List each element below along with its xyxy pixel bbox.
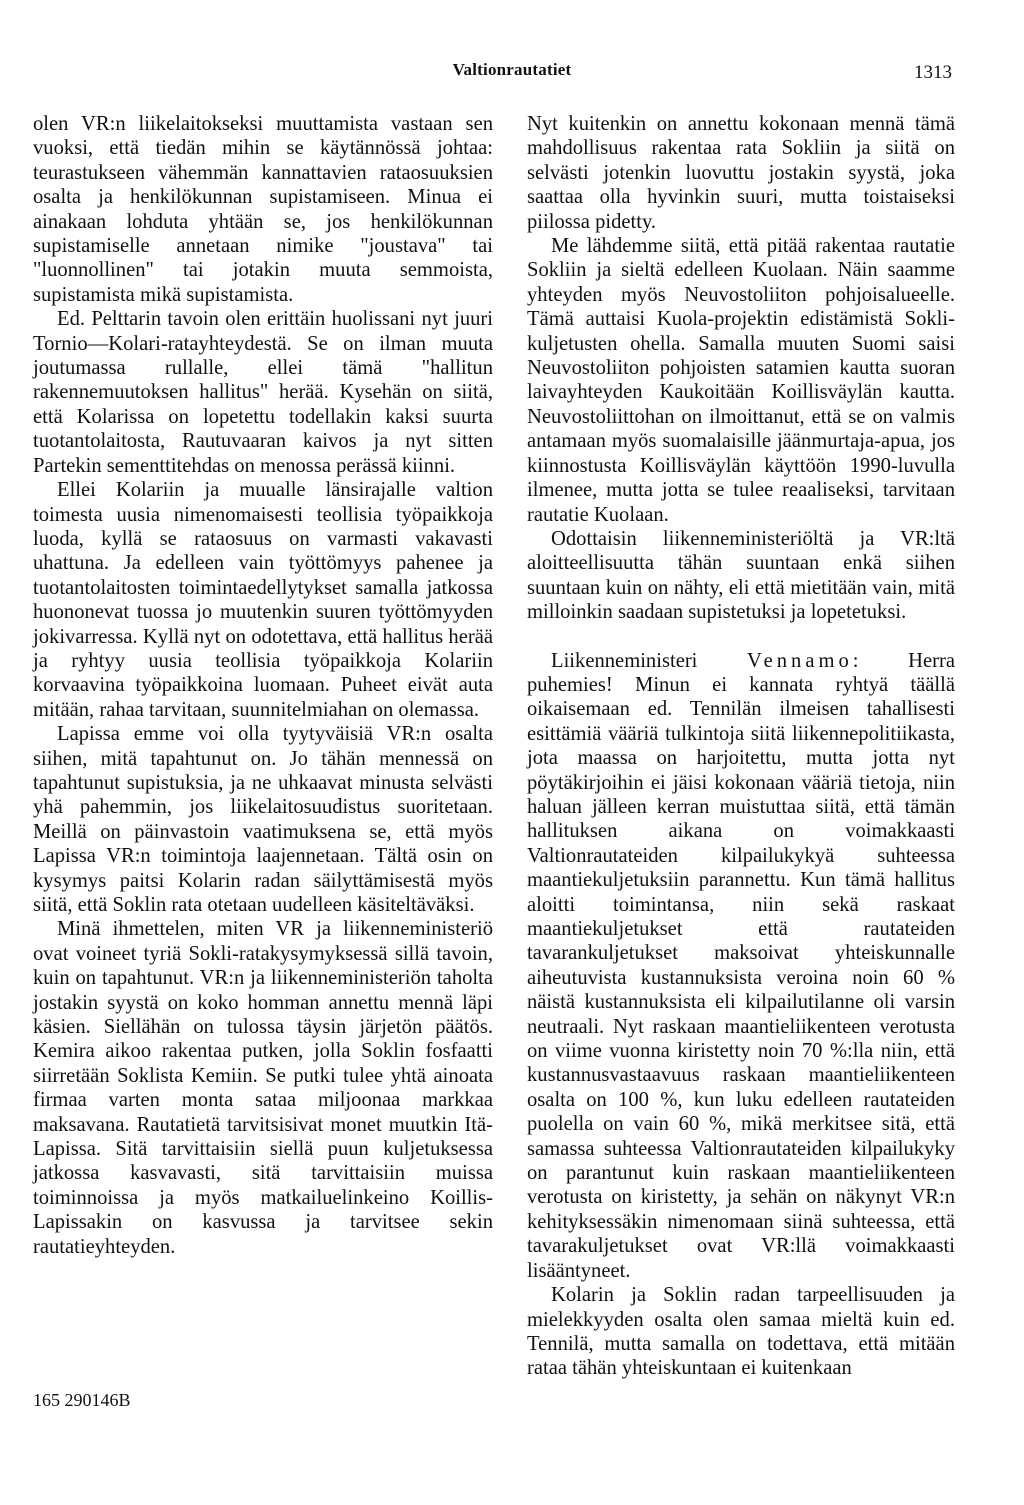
speaker-title: Liikenneministeri: [551, 649, 698, 672]
print-code: 165 290146B: [33, 1390, 131, 1410]
paragraph: Minä ihmettelen, miten VR ja liikenneministeriö ovat voineet tyriä Sokli-ratakysymyksessä sillä tavoin, kuin on tapahtunut. VR:n ja liikenneministeriön taholta jostakin syystä on koko homman annettu mennä läpi käsien. Siellähän on tulossa täysin järjetön päätös. Kemira aikoo rakentaa putken, jolla Soklin fosfaatti siirretään Soklista Kemiin. Se putki tulee yhtä ainoata firmaa varten monta sataa miljoonaa markkaa maksavana. Rautatietä tarvitsisivat monet muutkin Itä-Lapissa. Sitä tarvittaisiin siellä puun kuljetuksessa jatkossa kasvavasti, sitä tarvittaisiin muissa toiminnoissa ja myös matkailuelinkeino Koillis-Lapissakin on kasvussa ja tarvitsee sekin rautatieyhteyden.: [33, 918, 493, 1258]
paragraph: Kolarin ja Soklin radan tarpeellisuuden ja mielekkyyden osalta olen samaa mieltä kuin ed. Tennilä, mutta samalla on todettava, että mitään rataa tähän yhteiskuntaan ei kuitenkaan: [527, 1284, 955, 1380]
paragraph: Lapissa emme voi olla tyytyväisiä VR:n osalta siihen, mitä tapahtunut on. Jo tähän mennessä on tapahtunut supistuksia, ja ne uhkaavat minusta selvästi yhä pahemmin, jos liikelaitosuudistus suoritetaan. Meillä on päinvastoin vaatimuksena se, että myös Lapissa VR:n toimintoja laajennetaan. Tältä osin on kysymys paitsi Kolarin radan säilyttämisestä myös siitä, että Soklin rata otetaan uudelleen käsiteltäväksi.: [33, 723, 493, 916]
page-number: 1313: [914, 62, 952, 83]
paragraph: Me lähdemme siitä, että pitää rakentaa rautatie Sokliin ja sieltä edelleen Kuolaan. Näin saamme yhteyden myös Neuvostoliiton pohjoisalueelle. Tämä auttaisi Kuola-projektin edistämistä Sokli-kuljetusten ohella. Samalla muuten Suomi saisi Neuvostoliiton pohjoisten satamien kautta suoran laivayhteyden Kaukoitään Koillisväylän kautta. Neuvostoliittohan on ilmoittanut, että se on valmis antamaan myös suomalaisille jäänmurtaja-apua, jos kiinnostusta Koillisväylän käyttöön 1990-luvulla ilmenee, mutta jotta se tulee reaaliseksi, tarvitaan rautatie Kuolaan.: [527, 235, 955, 526]
speaker-name: Vennamo: [747, 649, 853, 672]
speech-paragraph: [527, 649, 955, 1284]
paragraph: Ed. Pelttarin tavoin olen erittäin huolissani nyt juuri Tornio—Kolari-ratayhteydestä. Se on ilman muuta joutumassa rullalle, ellei tämä "hallitun rakennemuutoksen hallitus" herää. Kysehän on siitä, että Kolarissa on lopetettu todellakin kaksi suurta tuotantolaitosta, Rautuvaaran kaivos ja nyt sitten Partekin sementtitehdas on menossa perässä kiinni.: [33, 308, 493, 477]
paragraph: olen VR:n liikelaitokseksi muuttamista vastaan sen vuoksi, että tiedän mihin se käytännössä johtaa: teurastukseen vähemmän kannattavien rataosuuksien osalta ja henkilökunnan supistamiseen. Minua ei ainakaan lohduta yhtään se, jos henkilökunnan supistamiselle annetaan nimike "joustava" tai "luonnollinen" tai jotakin muuta semmoista, supistamista mikä supistamista.: [33, 113, 493, 306]
paragraph: Ellei Kolariin ja muualle länsirajalle valtion toimesta uusia nimenomaisesti teollisia työpaikkoja luoda, kyllä se rataosuus on varmasti vakavasti uhattuna. Ja edelleen vain työttömyys pahenee ja tuotantolaitosten toimintaedellytykset samalla jatkossa huononevat tuossa jo muutenkin suuren työttömyyden jokivarressa. Kyllä nyt on odotettava, että hallitus herää ja ryhtyy uusia teollisia työpaikkoja Kolariin korvaavina työpaikkoina luomaan. Puheet eivät auta mitään, rahaa tarvitaan, suunnitelmiahan on olemassa.: [33, 479, 493, 721]
page-header: [0, 60, 1024, 90]
right-column: [527, 112, 955, 1381]
left-column: [33, 112, 493, 1259]
running-title: Valtionrautatiet: [452, 60, 572, 79]
paragraph: Nyt kuitenkin on annettu kokonaan mennä tämä mahdollisuus rakentaa rata Sokliin ja siitä on selvästi jotenkin luovuttu jostakin syystä, joka saattaa olla hyvinkin suuri, mutta toistaiseksi piilossa pidetty.: [527, 113, 955, 233]
paragraph: Odottaisin liikenneministeriöltä ja VR:ltä aloitteellisuutta tähän suuntaan enkä siihen suuntaan kuin on nähty, eli että mietitään vain, mitä milloinkin saadaan supistetuksi ja lopetetuksi.: [527, 527, 955, 624]
speech-text: : Herra puhemies! Minun ei kannata ryhtyä täällä oikaisemaan ed. Tennilän ilmeisen tahallisesti esittämiä vääriä tulkintoja siitä liikennepolitiikasta, jota maassa on harjoitettu, mutta jotta nyt pöytäkirjoihin ei jäisi kokonaan vääriä tietoja, niin haluan jälleen kerran muistuttaa siitä, että tämän hallituksen aikana on voimakkaasti Valtionrautateiden kilpailukykyä suhteessa maantiekuljetuksiin parannettu. Kun tämä hallitus aloitti toimintansa, niin sekä raskaat maantiekuljetukset että rautateiden tavarankuljetukset maksoivat yhteiskunnalle aiheutuvista kustannuksista veroina noin 60 % näistä kustannuksista eli kilpailutilanne oli varsin neutraali. Nyt raskaan maantieliikenteen verotusta on viime vuonna kiristetty noin 70 %:lla niin, että kustannusvastaavuus raskaan maantieliikenteen osalta on 100 %, kun luku edelleen rautateiden puolella on vain 60 %, mikä merkitsee sitä, että samassa suhteessa Valtionrautateiden kilpailukyky on parantunut kuin raskaan maantieliikenteen verotusta on kiristetty, ja sehän on näkynyt VR:n kehityksessäkin nimenomaan siinä suhteessa, että tavarakuljetukset ovat VR:llä voimakkaasti lisääntyneet.: [527, 649, 955, 1282]
